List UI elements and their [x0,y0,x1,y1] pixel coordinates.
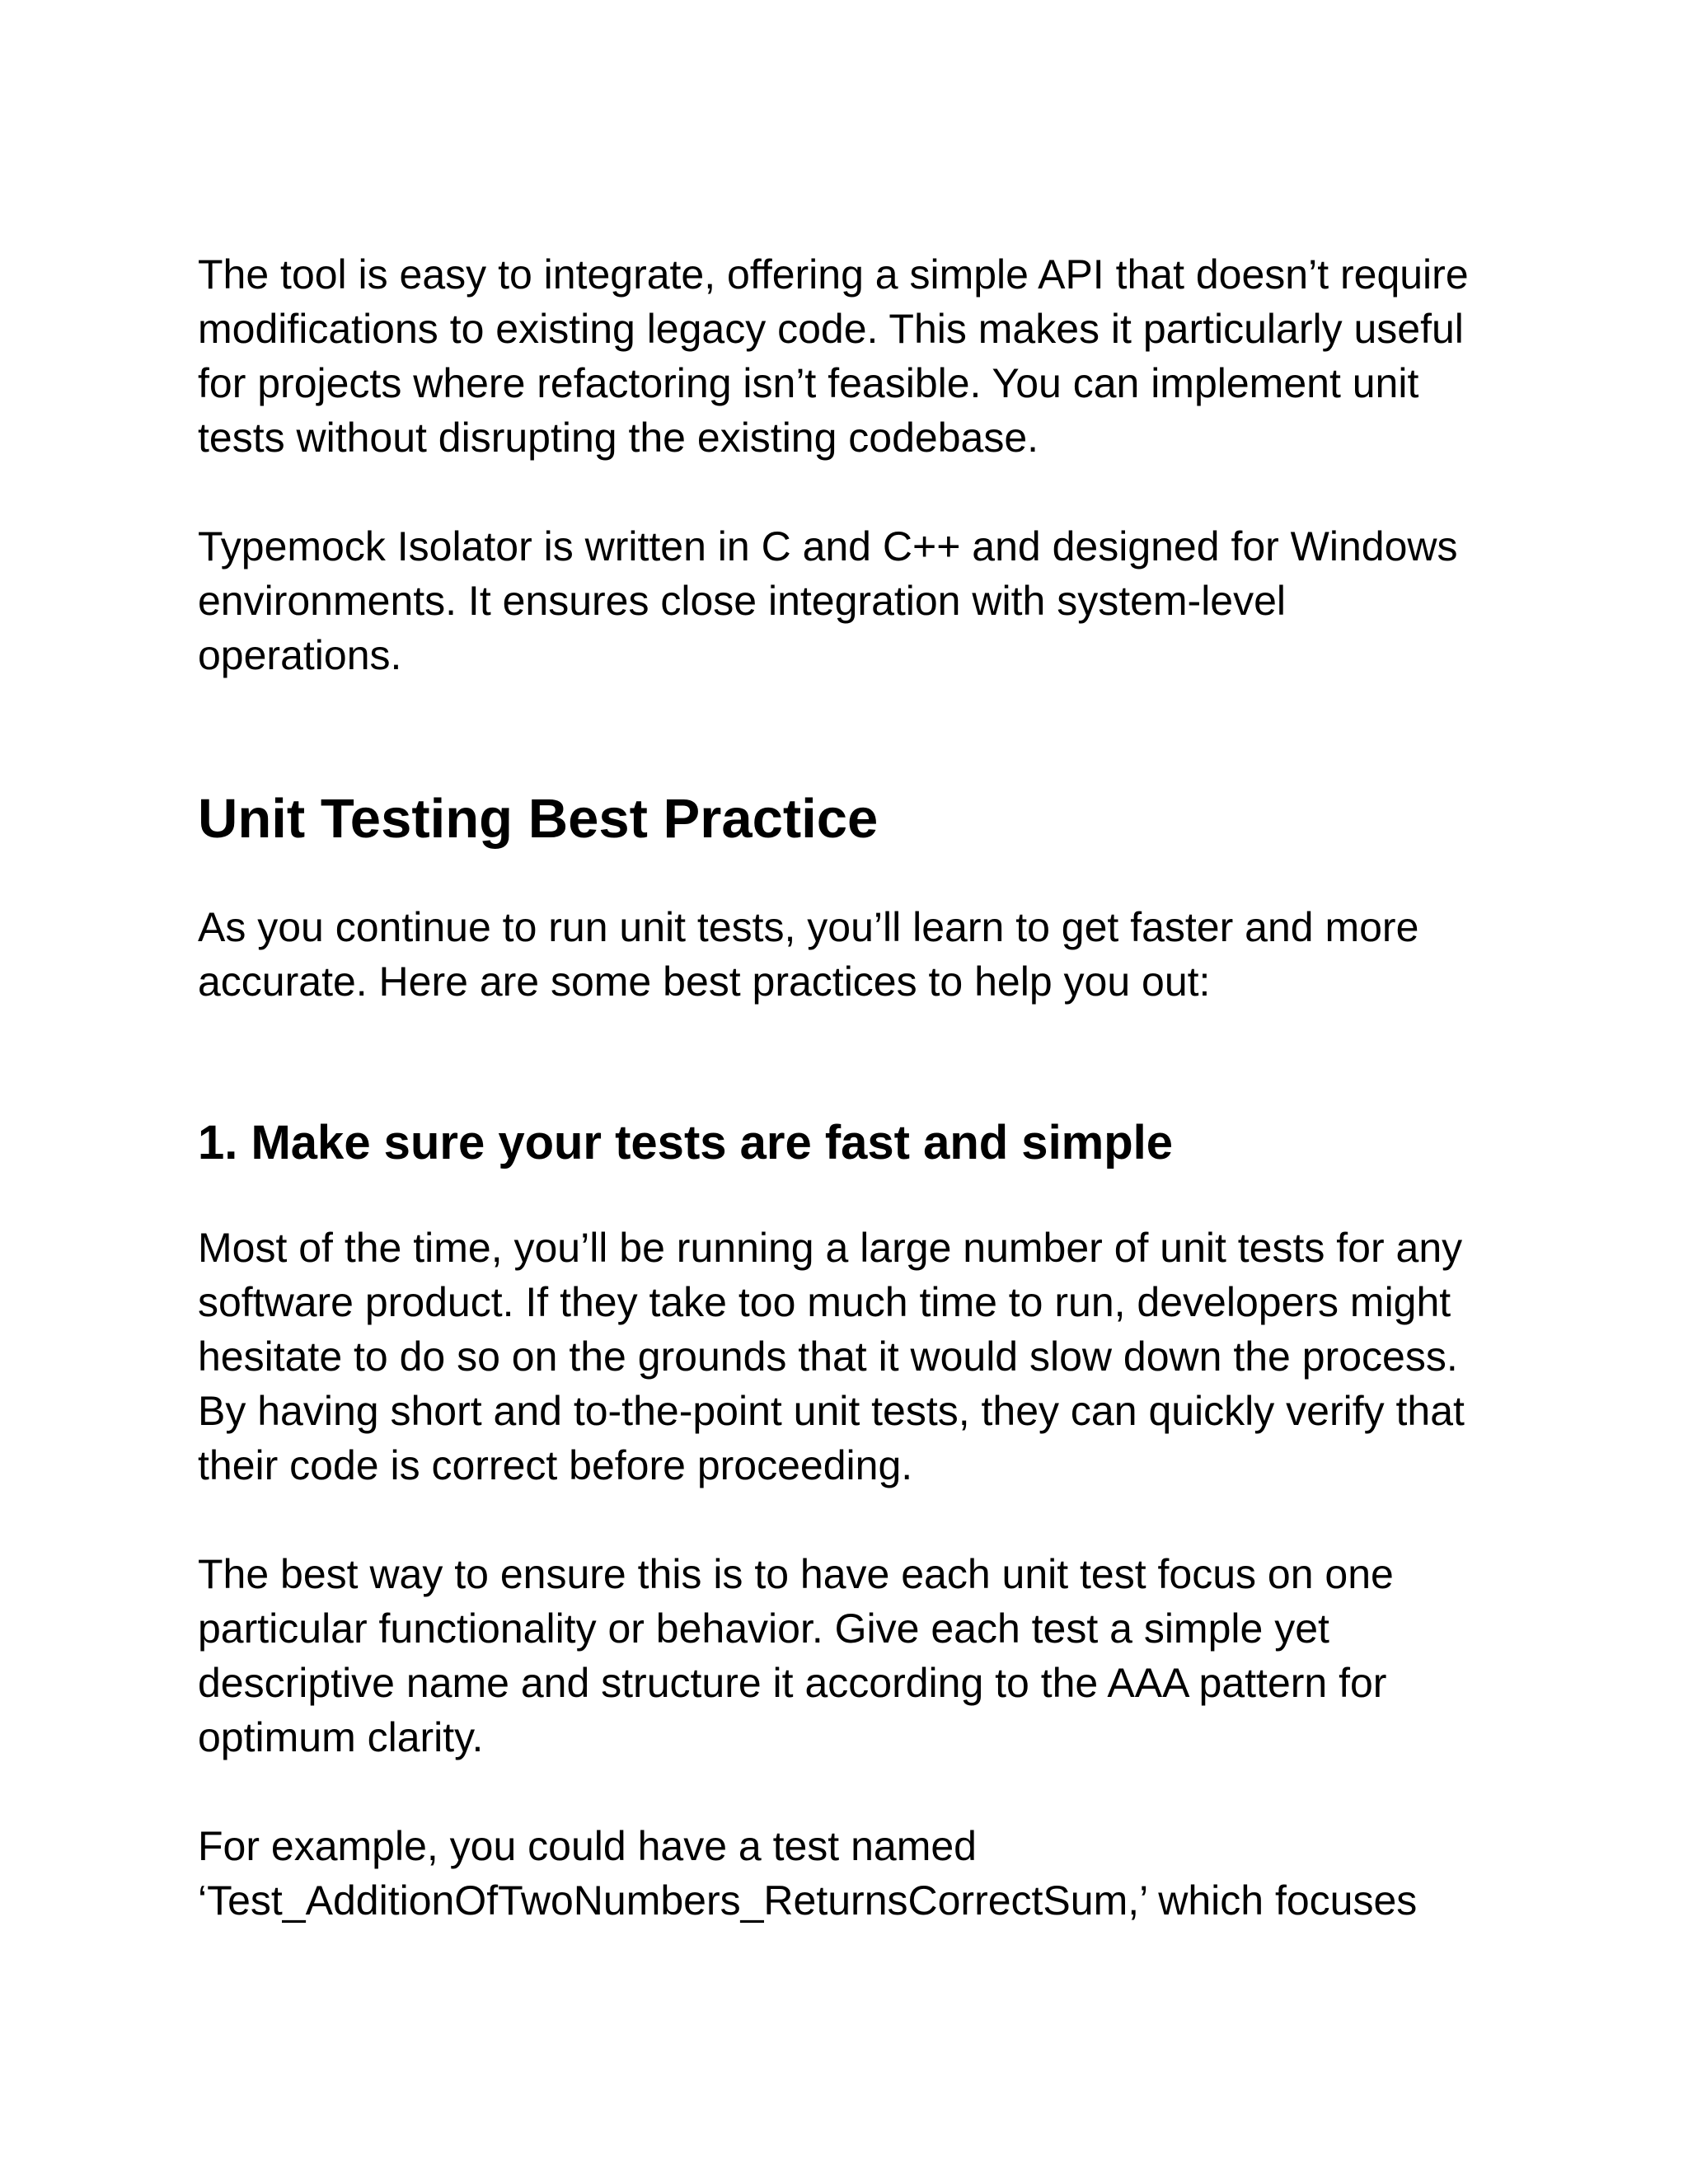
paragraph-tool-integration: The tool is easy to integrate, offering a simple API that doesn’t require modifications to existing legacy code. This makes it particularly useful for projects where refactoring isn’t feasible. You can implement unit tests without disrupting the existing codebase. [198,251,1469,461]
paragraph-example: For example, you could have a test named ‘Test_AdditionOfTwoNumbers_ReturnsCorrectSum,’ which focuses [198,1823,1418,1924]
section-intro-paragraph: As you continue to run unit tests, you’ll learn to get faster and more accurate. Here are some best practices to help you out: [198,904,1419,1005]
section-heading: Unit Testing Best Practice [198,788,879,850]
subsection-heading: 1. Make sure your tests are fast and simple [198,1116,1174,1169]
document-page [198,247,1508,1928]
paragraph-single-focus: The best way to ensure this is to have each unit test focus on one particular functionality or behavior. Give each test a simple yet descriptive name and structure it according to the AAA pattern for optimum clarity. [198,1551,1394,1760]
paragraph-typemock-platform: Typemock Isolator is written in C and C++ and designed for Windows environments. It ensures close integration with system-level operations. [198,523,1458,678]
paragraph-fast-tests: Most of the time, you’ll be running a large number of unit tests for any software product. If they take too much time to run, developers might hesitate to do so on the grounds that it would slow down the process. By having short and to-the-point unit tests, they can quickly verify that their code is correct before proceeding. [198,1225,1465,1488]
